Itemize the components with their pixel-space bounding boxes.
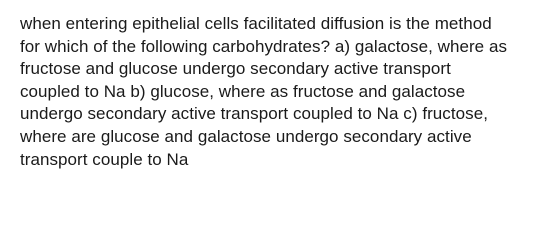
- question-text: when entering epithelial cells facilitated diffusion is the method for which of the following carbohydrates? a) galactose, where as fructose and glucose undergo secondary active transport coupled to Na b) glucose, where as fructose and galactose undergo secondary active transport coupled to Na c) fructose, where are glucose and galactose undergo secondary active transport couple to Na: [20, 14, 508, 169]
